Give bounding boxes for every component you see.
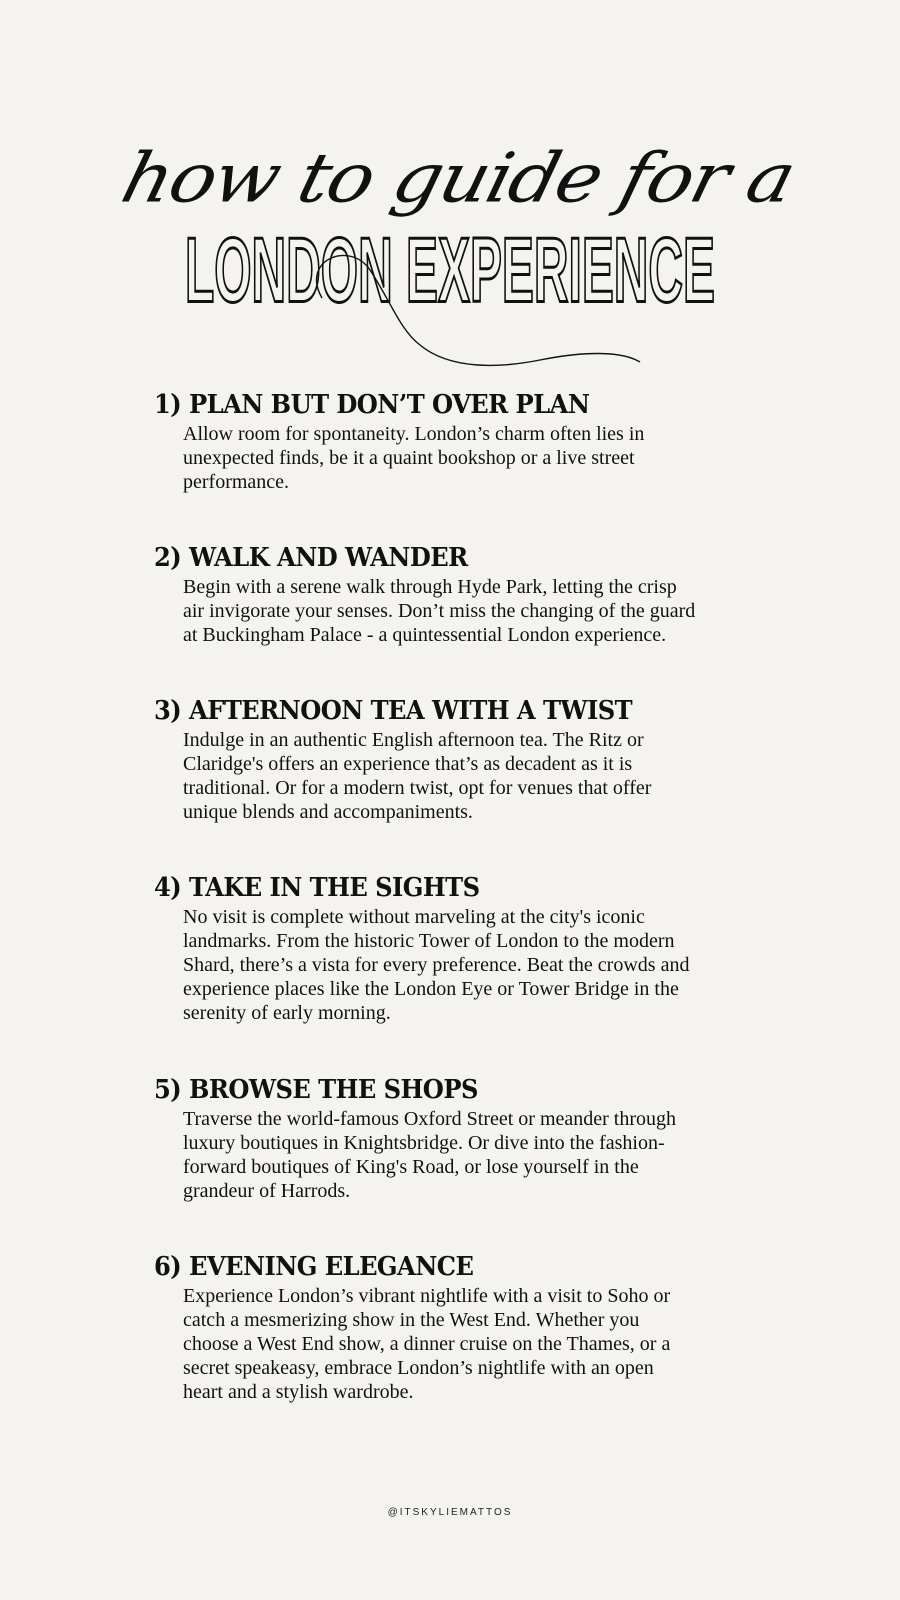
page-title [0, 130, 900, 322]
item-body [183, 1107, 773, 1203]
guide-item-6 [154, 1250, 774, 1404]
title-outline-line [183, 208, 717, 322]
item-body-line: Experience London’s vibrant nightlife with a visit to Soho or [183, 1285, 671, 1307]
item-heading: 3) AFTERNOON TEA WITH A TWIST [154, 696, 633, 726]
item-body-line: choose a West End show, a dinner cruise on the Thames, or a [183, 1333, 671, 1355]
item-heading: 1) PLAN BUT DON’T OVER PLAN [154, 390, 590, 420]
item-body-line: secret speakeasy, embrace London’s nightlife with an open [183, 1357, 654, 1379]
title-outline-text: LONDON EXPERIENCE [184, 219, 715, 322]
item-heading: 6) EVENING ELEGANCE [154, 1252, 474, 1282]
guide-item-5 [154, 1073, 774, 1203]
item-heading: 5) BROWSE THE SHOPS [154, 1075, 478, 1105]
item-body-line: catch a mesmerizing show in the West End. Whether you [183, 1309, 640, 1331]
item-body-line: serenity of early morning. [183, 1002, 391, 1024]
item-body-line: Traverse the world-famous Oxford Street or meander through [183, 1108, 677, 1130]
item-body-line: luxury boutiques in Knightsbridge. Or dive into the fashion- [183, 1132, 665, 1154]
item-body [183, 728, 773, 824]
item-body-line: at Buckingham Palace - a quintessential London experience. [183, 624, 667, 646]
item-body-line: Allow room for spontaneity. London’s charm often lies in [183, 423, 645, 445]
item-body [183, 905, 773, 1025]
title-script-line: how to guide for a [114, 137, 802, 218]
item-body-line: grandeur of Harrods. [183, 1180, 351, 1202]
item-heading: 2) WALK AND WANDER [154, 543, 468, 573]
item-body [183, 575, 773, 647]
item-heading: 4) TAKE IN THE SIGHTS [154, 873, 480, 903]
item-body-line: unexpected finds, be it a quaint bookshop or a live street [183, 447, 635, 469]
item-body-line: No visit is complete without marveling at the city's iconic [183, 906, 645, 928]
item-body-line: performance. [183, 471, 290, 493]
guide-item-3 [154, 694, 774, 824]
item-body-line: Begin with a serene walk through Hyde Park, letting the crisp [183, 576, 677, 598]
author-handle: @ITSKYLIEMATTOS [387, 1507, 513, 1518]
item-body [183, 1284, 773, 1404]
item-body-line: heart and a stylish wardrobe. [183, 1381, 414, 1403]
item-body-line: air invigorate your senses. Don’t miss the changing of the guard [183, 600, 696, 622]
item-body-line: landmarks. From the historic Tower of London to the modern [183, 930, 675, 952]
guide-item-2 [154, 541, 774, 647]
item-body-line: forward boutiques of King's Road, or lose yourself in the [183, 1156, 639, 1178]
guide-item-4 [154, 871, 774, 1025]
item-body-line: Shard, there’s a vista for every preference. Beat the crowds and [183, 954, 690, 976]
item-body-line: Claridge's offers an experience that’s as decadent as it is [183, 753, 633, 775]
item-body-line: Indulge in an authentic English afternoon tea. The Ritz or [183, 729, 644, 751]
item-body-line: unique blends and accompaniments. [183, 801, 473, 823]
guide-item-1 [154, 388, 774, 494]
item-body [183, 422, 773, 494]
item-body-line: experience places like the London Eye or Tower Bridge in the [183, 978, 679, 1000]
item-body-line: traditional. Or for a modern twist, opt for venues that offer [183, 777, 652, 799]
